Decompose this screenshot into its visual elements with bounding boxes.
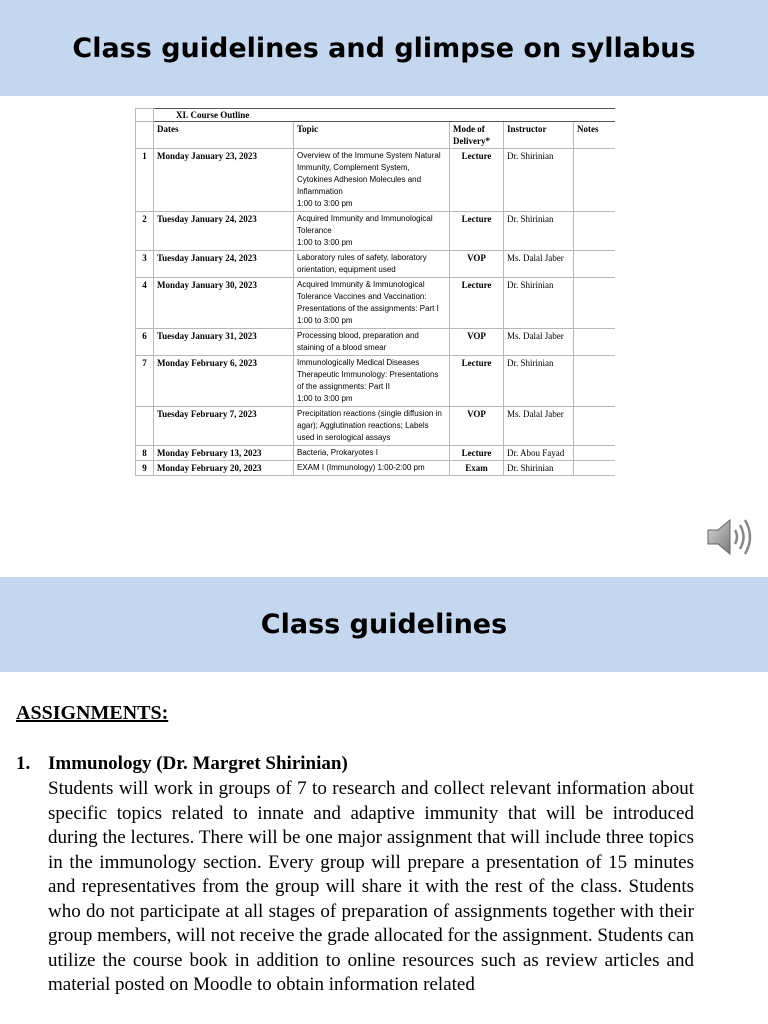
speaker-icon[interactable] bbox=[704, 512, 756, 560]
row-instructor: Dr. Shirinian bbox=[504, 461, 574, 476]
row-topic: EXAM I (Immunology) 1:00-2:00 pm bbox=[294, 461, 450, 476]
table-header-cell: Instructor bbox=[504, 122, 574, 149]
row-number bbox=[136, 407, 154, 446]
course-outline-table bbox=[135, 108, 615, 476]
row-notes bbox=[574, 251, 616, 278]
row-number: 2 bbox=[136, 212, 154, 251]
table-row bbox=[136, 278, 616, 329]
row-number: 8 bbox=[136, 446, 154, 461]
row-notes bbox=[574, 407, 616, 446]
row-instructor: Dr. Shirinian bbox=[504, 278, 574, 329]
row-date: Tuesday January 31, 2023 bbox=[154, 329, 294, 356]
row-mode: Lecture bbox=[450, 278, 504, 329]
table-row bbox=[136, 461, 616, 476]
row-number: 4 bbox=[136, 278, 154, 329]
row-number: 3 bbox=[136, 251, 154, 278]
row-notes bbox=[574, 278, 616, 329]
row-notes bbox=[574, 212, 616, 251]
table-caption: XI. Course Outline bbox=[154, 109, 616, 122]
row-notes bbox=[574, 149, 616, 212]
assignment-item-text: Students will work in groups of 7 to research and collect relevant information about specific topics related to innate and adaptive immunity that will be introduced during the lectures. There will be one major assignment that will include three topics in the immunology section. Every group will prepare a presentation of 15 minutes and representatives from the group will share it with the rest of the class. Students who do not participate at all stages of preparation of assignments together with their group members, will not receive the grade allocated for the assignment. Students can utilize the course book in addition to online resources such as review articles and material posted on Moodle to obtain information related bbox=[48, 778, 694, 995]
table-row bbox=[136, 149, 616, 212]
row-mode: Lecture bbox=[450, 356, 504, 407]
row-topic: Laboratory rules of safety, laboratory orientation, equipment used bbox=[294, 251, 450, 278]
row-date: Monday February 13, 2023 bbox=[154, 446, 294, 461]
row-date: Monday January 30, 2023 bbox=[154, 278, 294, 329]
row-instructor: Ms. Dalal Jaber bbox=[504, 251, 574, 278]
section-banner bbox=[0, 577, 768, 672]
assignment-item-title bbox=[16, 752, 348, 776]
assignment-item-number: 1. bbox=[16, 753, 31, 774]
row-mode: Lecture bbox=[450, 446, 504, 461]
table-header-cell: Dates bbox=[154, 122, 294, 149]
row-topic: Acquired Immunity & Immunological Tolerance Vaccines and Vaccination: Presentations of the assignments: Part I 1:00 to 3:00 pm bbox=[294, 278, 450, 329]
row-date: Monday February 20, 2023 bbox=[154, 461, 294, 476]
row-instructor: Dr. Shirinian bbox=[504, 149, 574, 212]
row-mode: Exam bbox=[450, 461, 504, 476]
table-row bbox=[136, 407, 616, 446]
row-mode: VOP bbox=[450, 407, 504, 446]
row-notes bbox=[574, 356, 616, 407]
row-topic: Overview of the Immune System Natural Immunity, Complement System, Cytokines Adhesion Molecules and Inflammation 1:00 to 3:00 pm bbox=[294, 149, 450, 212]
table-row bbox=[136, 251, 616, 278]
table-row bbox=[136, 356, 616, 407]
row-topic: Immunologically Medical Diseases Therapeutic Immunology: Presentations of the assignments: Part II 1:00 to 3:00 pm bbox=[294, 356, 450, 407]
row-date: Tuesday February 7, 2023 bbox=[154, 407, 294, 446]
row-mode: Lecture bbox=[450, 149, 504, 212]
assignment-item-title-text: Immunology (Dr. Margret Shirinian) bbox=[48, 753, 348, 774]
course-outline-table-image bbox=[135, 108, 615, 528]
table-header-cell: Topic bbox=[294, 122, 450, 149]
row-mode: VOP bbox=[450, 329, 504, 356]
row-number: 1 bbox=[136, 149, 154, 212]
speaker-icon-graphic bbox=[704, 512, 756, 560]
row-date: Tuesday January 24, 2023 bbox=[154, 251, 294, 278]
row-notes bbox=[574, 446, 616, 461]
slide-title-banner bbox=[0, 0, 768, 96]
row-instructor: Dr. Shirinian bbox=[504, 356, 574, 407]
table-row bbox=[136, 446, 616, 461]
table-header-row bbox=[136, 122, 616, 149]
table-header-cell bbox=[136, 122, 154, 149]
row-date: Tuesday January 24, 2023 bbox=[154, 212, 294, 251]
row-instructor: Dr. Shirinian bbox=[504, 212, 574, 251]
row-instructor: Ms. Dalal Jaber bbox=[504, 329, 574, 356]
table-row bbox=[136, 329, 616, 356]
row-number: 9 bbox=[136, 461, 154, 476]
section-title: Class guidelines bbox=[260, 609, 508, 640]
slide-title: Class guidelines and glimpse on syllabus bbox=[72, 32, 696, 64]
table-header-cell: Mode of Delivery* bbox=[450, 122, 504, 149]
table-row bbox=[136, 212, 616, 251]
row-mode: Lecture bbox=[450, 212, 504, 251]
row-instructor: Ms. Dalal Jaber bbox=[504, 407, 574, 446]
row-number: 6 bbox=[136, 329, 154, 356]
row-topic: Bacteria, Prokaryotes I bbox=[294, 446, 450, 461]
table-caption-row bbox=[136, 109, 616, 122]
row-topic: Acquired Immunity and Immunological Tolerance 1:00 to 3:00 pm bbox=[294, 212, 450, 251]
row-mode: VOP bbox=[450, 251, 504, 278]
row-instructor: Dr. Abou Fayad bbox=[504, 446, 574, 461]
assignments-heading: ASSIGNMENTS: bbox=[16, 702, 169, 724]
row-date: Monday February 6, 2023 bbox=[154, 356, 294, 407]
row-notes bbox=[574, 461, 616, 476]
row-topic: Processing blood, preparation and staining of a blood smear bbox=[294, 329, 450, 356]
row-date: Monday January 23, 2023 bbox=[154, 149, 294, 212]
row-topic: Precipitation reactions (single diffusion in agar); Agglutination reactions; Labels used in serological assays bbox=[294, 407, 450, 446]
row-notes bbox=[574, 329, 616, 356]
row-number: 7 bbox=[136, 356, 154, 407]
table-header-cell: Notes bbox=[574, 122, 616, 149]
